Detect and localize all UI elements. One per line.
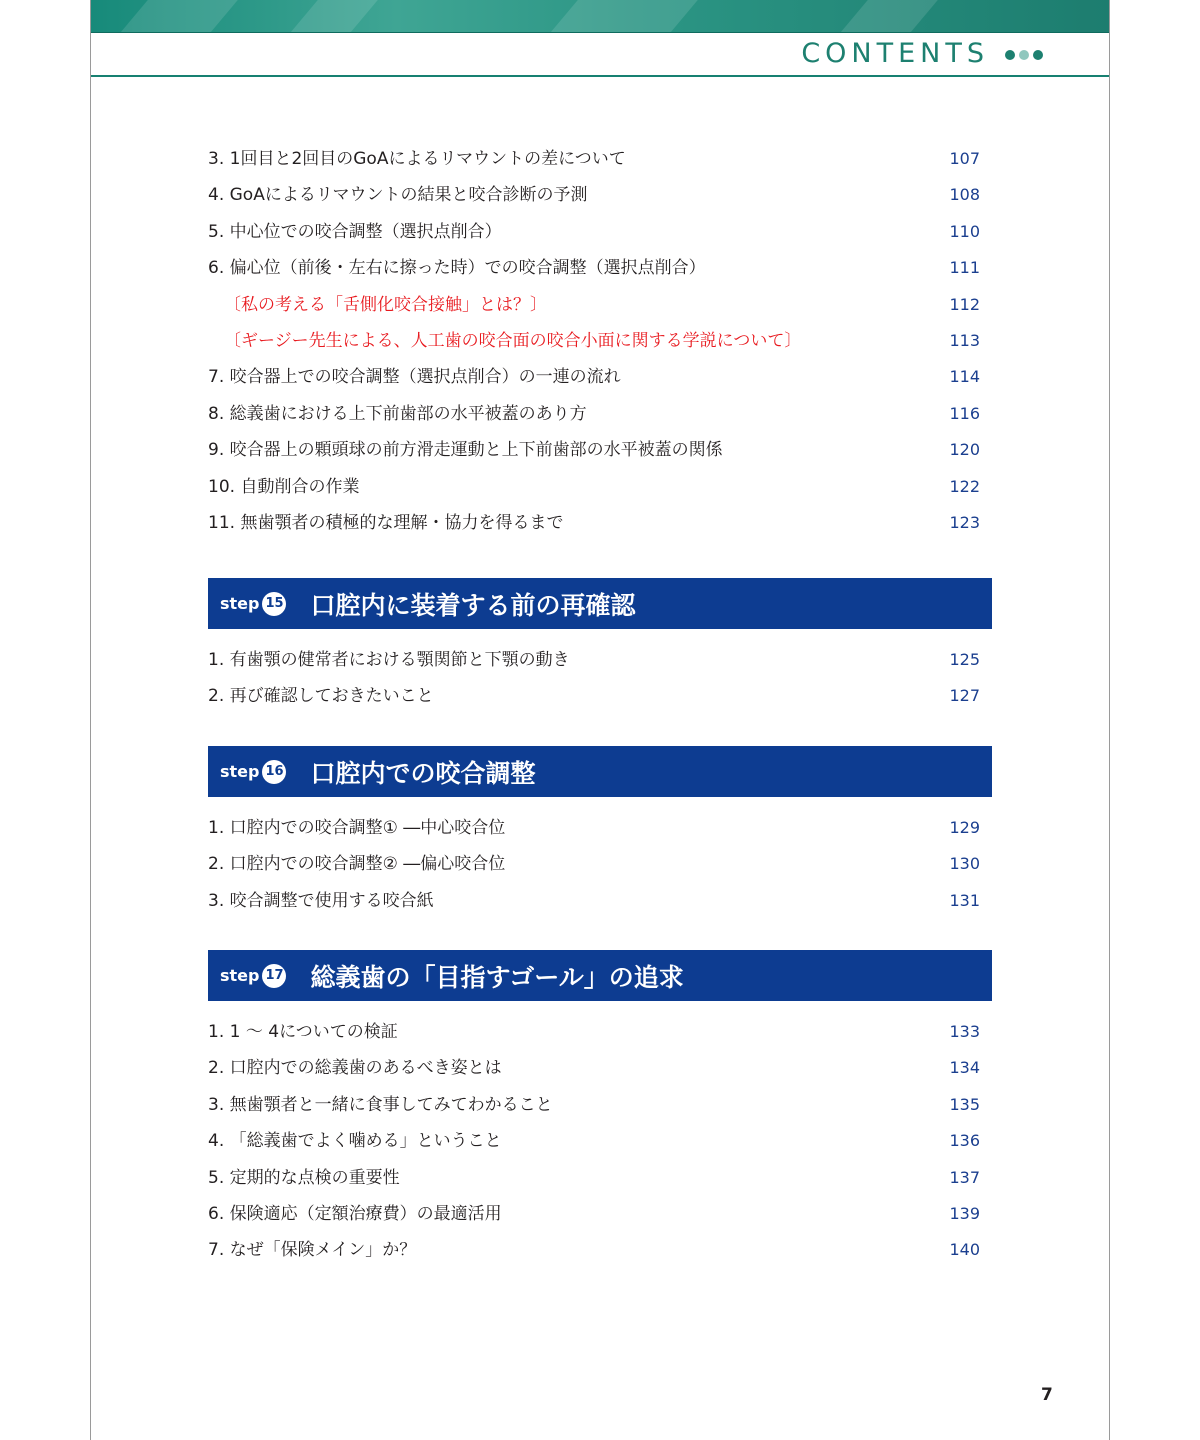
dot-icon bbox=[1033, 50, 1043, 60]
step-label: step bbox=[220, 762, 260, 781]
toc-page-number: 133 bbox=[949, 1022, 980, 1041]
section-title: 総義歯の「目指すゴール」の追求 bbox=[310, 962, 684, 992]
contents-title: CONTENTS bbox=[801, 38, 989, 69]
dot-icon bbox=[1019, 50, 1029, 60]
toc-page-number: 127 bbox=[949, 686, 980, 706]
toc-entry-label: 4. GoAによるリマウントの結果と咬合診断の予測 bbox=[208, 185, 588, 206]
toc-page-number: 137 bbox=[949, 1167, 980, 1187]
toc-page-number: 113 bbox=[949, 330, 980, 350]
toc-entry-label: 5. 定期的な点検の重要性 bbox=[208, 1167, 400, 1188]
toc-row[interactable] bbox=[208, 1232, 992, 1268]
toc-row[interactable] bbox=[208, 1123, 992, 1159]
toc-entry-label: 3. 無歯顎者と一緒に食事してみてわかること bbox=[208, 1094, 553, 1115]
step-number-badge: 16 bbox=[262, 760, 286, 784]
toc-page-number: 123 bbox=[949, 512, 980, 532]
toc-entry-label: 〔私の考える「舌側化咬合接触」とは？〕 bbox=[224, 294, 547, 315]
toc-entry-label: 4. 「総義歯でよく噛める」ということ bbox=[208, 1131, 502, 1152]
toc-entry-label: 8. 総義歯における上下前歯部の水平被蓋のあり方 bbox=[208, 403, 587, 424]
toc-entry-label: 2. 再び確認しておきたいこと bbox=[208, 686, 434, 707]
toc-entry-label: 2. 口腔内での総義歯のあるべき姿とは bbox=[208, 1058, 502, 1079]
toc-row[interactable] bbox=[208, 396, 992, 432]
toc-list-step-15 bbox=[208, 642, 992, 715]
toc-page-number: 111 bbox=[949, 258, 980, 278]
document-page bbox=[90, 0, 1110, 1440]
toc-row[interactable] bbox=[208, 250, 992, 286]
toc-entry-label: 〔ギージー先生による、人工歯の咬合面の咬合小面に関する学説について〕 bbox=[224, 330, 802, 351]
toc-page-number: 140 bbox=[949, 1240, 980, 1260]
header-band bbox=[91, 0, 1109, 33]
toc-row[interactable] bbox=[208, 177, 992, 213]
toc-page-number: 110 bbox=[949, 221, 980, 241]
toc-page-number: 129 bbox=[949, 818, 980, 837]
toc-note-row[interactable] bbox=[208, 323, 992, 359]
toc-row[interactable] bbox=[208, 359, 992, 395]
toc-list-step-17 bbox=[208, 1014, 992, 1269]
toc-entry-label: 3. 1回目と2回目のGoAによるリマウントの差について bbox=[208, 149, 626, 169]
toc-page-number: 114 bbox=[949, 367, 980, 387]
toc-row[interactable] bbox=[208, 1160, 992, 1196]
toc-entry-label: 1. 1 ～ 4についての検証 bbox=[208, 1022, 398, 1042]
step-label: step bbox=[220, 594, 260, 613]
toc-row[interactable] bbox=[208, 1196, 992, 1232]
section-bar-step-15 bbox=[208, 578, 992, 629]
toc-row[interactable] bbox=[208, 1050, 992, 1086]
toc-page-number: 122 bbox=[949, 476, 980, 496]
toc-page-number: 125 bbox=[949, 650, 980, 669]
toc-page-number: 139 bbox=[949, 1203, 980, 1223]
toc-row[interactable] bbox=[208, 642, 992, 678]
header-dots bbox=[1005, 50, 1043, 60]
toc-row[interactable] bbox=[208, 846, 992, 882]
toc-entry-label: 1. 有歯顎の健常者における顎関節と下顎の動き bbox=[208, 650, 570, 670]
toc-page-number: 131 bbox=[949, 890, 980, 910]
toc-page-number: 130 bbox=[949, 854, 980, 874]
toc-page-number: 136 bbox=[949, 1131, 980, 1151]
toc-entry-label: 1. 口腔内での咬合調整① ―中心咬合位 bbox=[208, 818, 506, 838]
toc-entry-label: 7. 咬合器上での咬合調整（選択点削合）の一連の流れ bbox=[208, 367, 621, 388]
toc-note-row[interactable] bbox=[208, 287, 992, 323]
step-label: step bbox=[220, 966, 260, 985]
toc-row[interactable] bbox=[208, 469, 992, 505]
toc-page-number: 135 bbox=[949, 1094, 980, 1114]
toc-row[interactable] bbox=[208, 678, 992, 714]
toc-entry-label: 5. 中心位での咬合調整（選択点削合） bbox=[208, 221, 502, 242]
dot-icon bbox=[1005, 50, 1015, 60]
section-title: 口腔内での咬合調整 bbox=[310, 758, 536, 788]
toc-list-top bbox=[208, 141, 992, 541]
toc-entry-label: 9. 咬合器上の顆頭球の前方滑走運動と上下前歯部の水平被蓋の関係 bbox=[208, 440, 723, 461]
toc-page-number: 108 bbox=[949, 185, 980, 205]
toc-page-number: 120 bbox=[949, 440, 980, 460]
page-number: 7 bbox=[1041, 1385, 1053, 1405]
header-rule bbox=[91, 75, 1109, 77]
toc-page-number: 116 bbox=[949, 403, 980, 423]
toc-list-step-16 bbox=[208, 810, 992, 919]
section-bar-step-17 bbox=[208, 950, 992, 1001]
toc-row[interactable] bbox=[208, 810, 992, 846]
toc-row[interactable] bbox=[208, 214, 992, 250]
toc-entry-label: 3. 咬合調整で使用する咬合紙 bbox=[208, 890, 434, 911]
toc-row[interactable] bbox=[208, 883, 992, 919]
toc-row[interactable] bbox=[208, 432, 992, 468]
toc-entry-label: 6. 偏心位（前後・左右に擦った時）での咬合調整（選択点削合） bbox=[208, 258, 706, 279]
toc-page-number: 112 bbox=[949, 294, 980, 314]
toc-row[interactable] bbox=[208, 1014, 992, 1050]
section-bar-step-16 bbox=[208, 746, 992, 797]
toc-row[interactable] bbox=[208, 1087, 992, 1123]
toc-row[interactable] bbox=[208, 505, 992, 541]
toc-entry-label: 2. 口腔内での咬合調整② ―偏心咬合位 bbox=[208, 854, 506, 875]
toc-page-number: 134 bbox=[949, 1058, 980, 1078]
toc-entry-label: 11. 無歯顎者の積極的な理解・協力を得るまで bbox=[208, 512, 564, 533]
toc-entry-label: 7. なぜ「保険メイン」か？ bbox=[208, 1240, 417, 1261]
toc-entry-label: 6. 保険適応（定額治療費）の最適活用 bbox=[208, 1203, 502, 1224]
section-title: 口腔内に装着する前の再確認 bbox=[310, 590, 636, 620]
toc-entry-label: 10. 自動削合の作業 bbox=[208, 476, 360, 497]
toc-row[interactable] bbox=[208, 141, 992, 177]
step-number-badge: 17 bbox=[262, 964, 286, 988]
toc-page-number: 107 bbox=[949, 149, 980, 168]
step-number-badge: 15 bbox=[262, 592, 286, 616]
